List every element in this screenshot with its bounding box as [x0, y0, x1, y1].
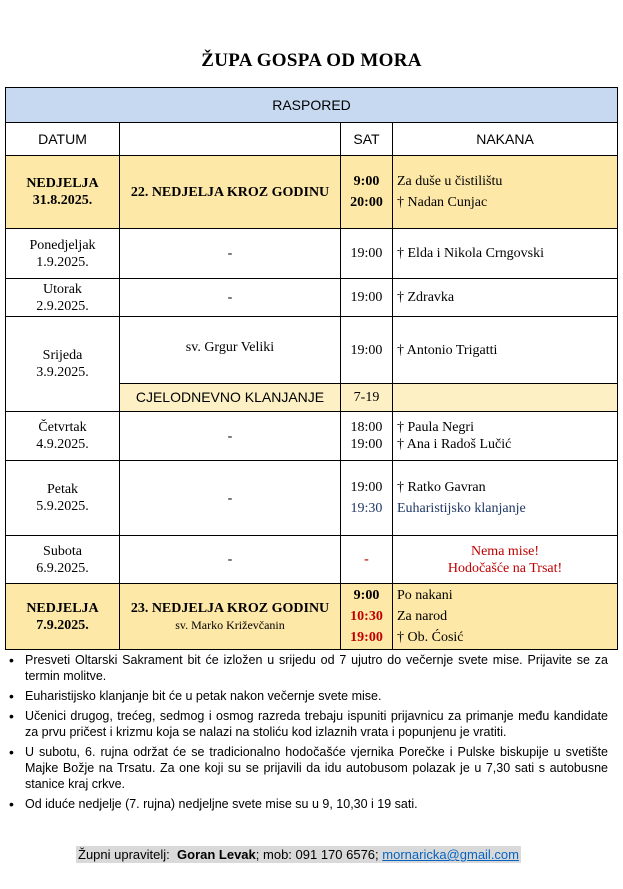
event-cell: sv. Grgur Veliki [120, 317, 341, 384]
intention: † Ob. Ćosić [397, 630, 464, 645]
table-row [6, 317, 618, 384]
day-name: Srijeda [42, 348, 83, 363]
time-cell [341, 584, 393, 650]
column-header-event [120, 123, 341, 156]
pastor-phone: ; mob: 091 170 6576; [255, 847, 383, 862]
announcement: • Euharistijsko klanjanje bit će u petak nakon večernje svete mise. [8, 688, 608, 704]
event-cell: - [120, 229, 341, 279]
email-link[interactable]: mornaricka@gmail.com [382, 847, 519, 862]
date: 7.9.2025. [36, 617, 89, 633]
day-name: Utorak [43, 281, 82, 297]
event-cell: - [120, 461, 341, 536]
date-cell [6, 279, 120, 317]
intention-cell [393, 156, 618, 229]
adoration-event: CJELODNEVNO KLANJANJE [120, 384, 341, 412]
intention: † Nadan Cunjac [397, 195, 488, 210]
column-header-nakana: NAKANA [393, 123, 618, 156]
schedule-table [5, 87, 618, 650]
event-cell: - [120, 412, 341, 461]
date: 31.8.2025. [32, 193, 93, 208]
date-cell [6, 536, 120, 584]
date-cell [6, 584, 120, 650]
event-cell: - [120, 536, 341, 584]
mass-time: 20:00 [350, 195, 383, 210]
day-name: Subota [43, 543, 82, 559]
column-header-sat: SAT [341, 123, 393, 156]
intention: † Antonio Trigatti [393, 317, 618, 384]
intention: † Ratko Gavran [397, 480, 486, 495]
mass-time: 19:00 [350, 480, 383, 495]
event-saint: sv. Marko Križevčanin [175, 617, 285, 632]
schedule-header: RASPORED [6, 88, 618, 123]
mass-time: 19:00 [341, 279, 393, 317]
mass-time: - [341, 536, 393, 584]
date: 5.9.2025. [36, 499, 89, 514]
page-title: ŽUPA GOSPA OD MORA [201, 50, 422, 71]
day-name: Četvrtak [38, 420, 87, 435]
event-cell [120, 584, 341, 650]
date: 1.9.2025. [36, 254, 89, 270]
intention: † Zdravka [393, 279, 618, 317]
day-name: NEDJELJA [26, 600, 99, 616]
table-row [6, 536, 618, 584]
date: 3.9.2025. [36, 365, 89, 380]
table-row [6, 412, 618, 461]
pilgrimage-note: Hodočašće na Trsat! [447, 560, 563, 576]
date-cell [6, 156, 120, 229]
mass-time: 19:00 [341, 229, 393, 279]
pastor-name: Goran Levak [177, 847, 256, 862]
event-cell: 22. NEDJELJA KROZ GODINU [120, 156, 341, 229]
table-row [6, 156, 618, 229]
date-cell [6, 229, 120, 279]
intention: Po nakani [397, 588, 453, 603]
time-cell [341, 156, 393, 229]
date-cell [6, 317, 120, 412]
mass-time: 18:00 [350, 420, 383, 435]
intention: Za narod [397, 609, 448, 624]
adoration-note: Euharistijsko klanjanje [397, 501, 526, 516]
intention-cell [393, 412, 618, 461]
event-cell: - [120, 279, 341, 317]
day-name: Ponedjeljak [29, 237, 96, 253]
date-cell [6, 461, 120, 536]
announcement: • Učenici drugog, trećeg, sedmog i osmog razreda trebaju ispuniti prijavnicu za primanje među kandidate za prvu pričest i krizmu koja se nalazi na stoliću kod izlaznih vrata i popunjenu je vratiti. [8, 708, 608, 740]
date: 2.9.2025. [36, 298, 89, 314]
date-cell [6, 412, 120, 461]
table-row [6, 584, 618, 650]
intention-cell [393, 584, 618, 650]
date: 4.9.2025. [36, 437, 89, 452]
table-row [6, 229, 618, 279]
empty-cell [393, 384, 618, 412]
day-name: NEDJELJA [26, 176, 99, 191]
pastor-label: Župni upravitelj: [78, 847, 170, 862]
announcements-list [8, 652, 608, 816]
mass-time: 9:00 [353, 174, 380, 189]
announcement: • Od iduće nedjelje (7. rujna) nedjeljne svete mise su u 9, 10,30 i 19 sati. [8, 796, 608, 812]
adoration-time: 7-19 [341, 384, 393, 412]
mass-time: 9:00 [353, 588, 380, 603]
intention-cell [393, 461, 618, 536]
day-name: Petak [46, 482, 79, 497]
date: 6.9.2025. [36, 560, 89, 576]
announcement: • Presveti Oltarski Sakrament bit će izložen u srijedu od 7 ujutro do večernje svete mise. Prijavite se za termin molitve. [8, 652, 608, 684]
event-title: 23. NEDJELJA KROZ GODINU [130, 600, 330, 616]
intention: † Ana i Radoš Lučić [397, 437, 512, 452]
intention-cell [393, 536, 618, 584]
time-cell [341, 461, 393, 536]
intention: Za duše u čistilištu [397, 174, 503, 189]
mass-time: 19:00 [341, 317, 393, 384]
announcement: • U subotu, 6. rujna održat će se tradicionalno hodočašće vjernika Porečke i Pulske biskupije u svetište Majke Božje na Trsatu. Za one koji su se prijavili da idu autobusom polazak je u 7,30 sati s autobusne stanice kraj crkve. [8, 744, 608, 792]
table-row [6, 461, 618, 536]
column-header-datum: DATUM [6, 123, 120, 156]
no-mass-note: Nema mise! [470, 543, 540, 559]
time-cell [341, 412, 393, 461]
intention: † Elda i Nikola Crngovski [393, 229, 618, 279]
mass-time: 10:30 [350, 609, 383, 624]
adoration-time: 19:30 [350, 501, 383, 516]
table-row [6, 279, 618, 317]
mass-time: 19:00 [350, 437, 383, 452]
intention: † Paula Negri [397, 420, 474, 435]
mass-time: 19:00 [350, 630, 383, 645]
footer-contact [76, 846, 521, 863]
